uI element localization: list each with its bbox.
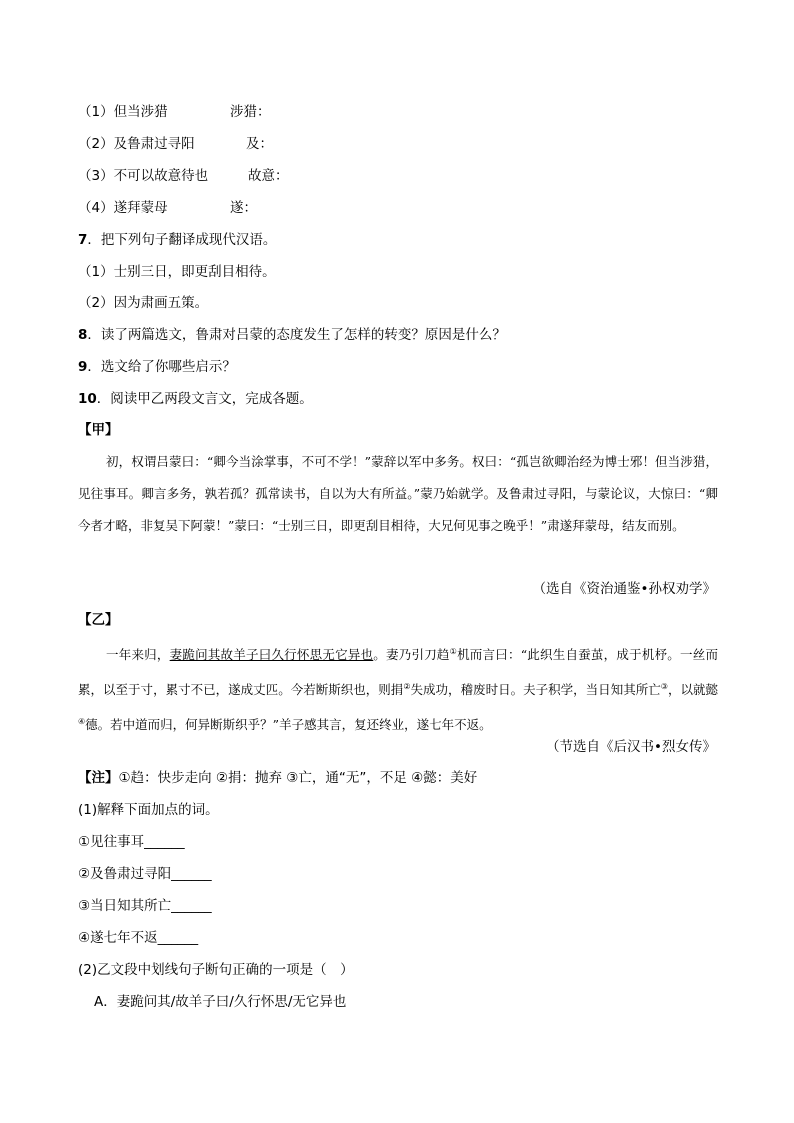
subquestion-1-item-2 [78, 864, 212, 884]
annotation-notes [78, 768, 477, 788]
item-sentence: 遂拜蒙母 [113, 200, 168, 216]
answer-blank[interactable]: ______ [171, 866, 212, 882]
question-10 [78, 389, 313, 409]
subquestion-1-prompt: (1)解释下面加点的词。 [78, 802, 219, 818]
footnote-marker: ① [449, 647, 458, 656]
answer-blank[interactable]: ______ [144, 834, 185, 850]
question-text: ．阅读甲乙两段文言文，完成各题。 [96, 391, 313, 407]
q7-item-1: （1）士别三日，即更刮目相待。 [78, 264, 276, 280]
q6-item-3 [78, 166, 289, 186]
item-sentence: 及鲁肃过寻阳 [113, 136, 195, 152]
yi-text-segment: 失成功，稽废时日。夫子积学，当日知其所亡 [410, 682, 661, 698]
yi-text-segment: 。妻乃引刀趋 [373, 647, 450, 663]
item-number: （4） [78, 200, 114, 216]
q7-item-2: （2）因为肃画五策。 [78, 295, 209, 311]
notes-text: ①趋：快步走向 ②捐：抛弃 ③亡，通“无”，不足 ④懿：美好 [118, 770, 478, 786]
item-text: ②及鲁肃过寻阳 [78, 866, 172, 882]
yi-text-segment: 机而言曰：“此织生自蚕茧，成于机杼。一丝而累，以至于寸，累寸不已，遂成丈匹。今若断斯织也，则捐 [78, 647, 718, 698]
passage-yi-source: （节选自《后汉书•烈女传》 [546, 739, 716, 755]
question-number: 7 [78, 232, 88, 248]
question-number: 9 [78, 359, 88, 375]
option-a[interactable]: A．妻跪问其/故羊子曰/久行怀思/无它异也 [94, 994, 347, 1010]
passage-yi-heading: 【乙】 [78, 612, 119, 628]
item-sentence: 但当涉猎 [113, 104, 168, 120]
passage-jia [78, 446, 718, 542]
question-number: 10 [78, 391, 97, 407]
item-term: 遂： [230, 200, 257, 216]
subquestion-1-item-1 [78, 832, 185, 852]
yi-text-segment: ，以就懿 [667, 682, 718, 698]
question-text: ．选文给了你哪些启示？ [87, 359, 236, 375]
answer-blank[interactable]: ______ [171, 898, 212, 914]
footnote-marker: ② [403, 682, 411, 692]
question-7 [78, 230, 276, 250]
item-text: ③当日知其所亡 [78, 898, 172, 914]
item-text: ④遂七年不返 [78, 930, 158, 946]
q6-item-4 [78, 198, 257, 218]
passage-jia-source: （选自《资治通鉴•孙权劝学》 [532, 581, 716, 597]
q6-item-2 [78, 134, 273, 154]
item-term: 涉猎： [230, 104, 271, 120]
yi-text-segment: 一年来归， [106, 647, 170, 663]
subquestion-2-prompt: (2)乙文段中划线句子断句正确的一项是（ ） [78, 962, 354, 978]
item-number: （1） [78, 104, 114, 120]
question-8 [78, 325, 506, 345]
passage-jia-heading: 【甲】 [78, 422, 119, 438]
passage-yi [78, 636, 718, 741]
question-text: ．读了两篇选文，鲁肃对吕蒙的态度发生了怎样的转变？原因是什么？ [87, 327, 506, 343]
yi-text-segment: 德。若中道而归，何异断斯织乎？”羊子感其言，复还终业，遂七年不返。 [85, 717, 492, 733]
q6-item-1 [78, 102, 271, 122]
underlined-sentence: 妻跪问其故羊子曰久行怀思无它异也 [169, 647, 374, 663]
item-term: 及： [246, 136, 273, 152]
answer-blank[interactable]: ______ [157, 930, 199, 946]
passage-yi-text [78, 636, 718, 741]
passage-jia-text: 初，权谓吕蒙曰：“卿今当涂掌事，不可不学！”蒙辞以军中多务。权曰：“孤岂欲卿治经为博士邪！但当涉猎，见往事耳。卿言多务，孰若孤？孤常读书，自以为大有所益。”蒙乃始就学。及鲁肃过寻阳，与蒙论议，大惊曰：“卿今者才略，非复吴下阿蒙！”蒙曰：“士别三日，即更刮目相待，大兄何见事之晚乎！”肃遂拜蒙母，结友而别。 [78, 454, 718, 533]
item-number: （3） [78, 168, 114, 184]
item-sentence: 不可以故意待也 [113, 168, 209, 184]
item-text: ①见往事耳 [78, 834, 145, 850]
question-9 [78, 357, 236, 377]
question-text: ．把下列句子翻译成现代汉语。 [87, 232, 277, 248]
footnote-marker: ④ [78, 717, 86, 727]
item-term: 故意： [248, 168, 289, 184]
footnote-marker: ③ [660, 682, 668, 692]
question-number: 8 [78, 327, 88, 343]
subquestion-1-item-3 [78, 896, 212, 916]
subquestion-1-item-4 [78, 928, 198, 948]
notes-label: 【注】 [78, 770, 119, 786]
item-number: （2） [78, 136, 114, 152]
